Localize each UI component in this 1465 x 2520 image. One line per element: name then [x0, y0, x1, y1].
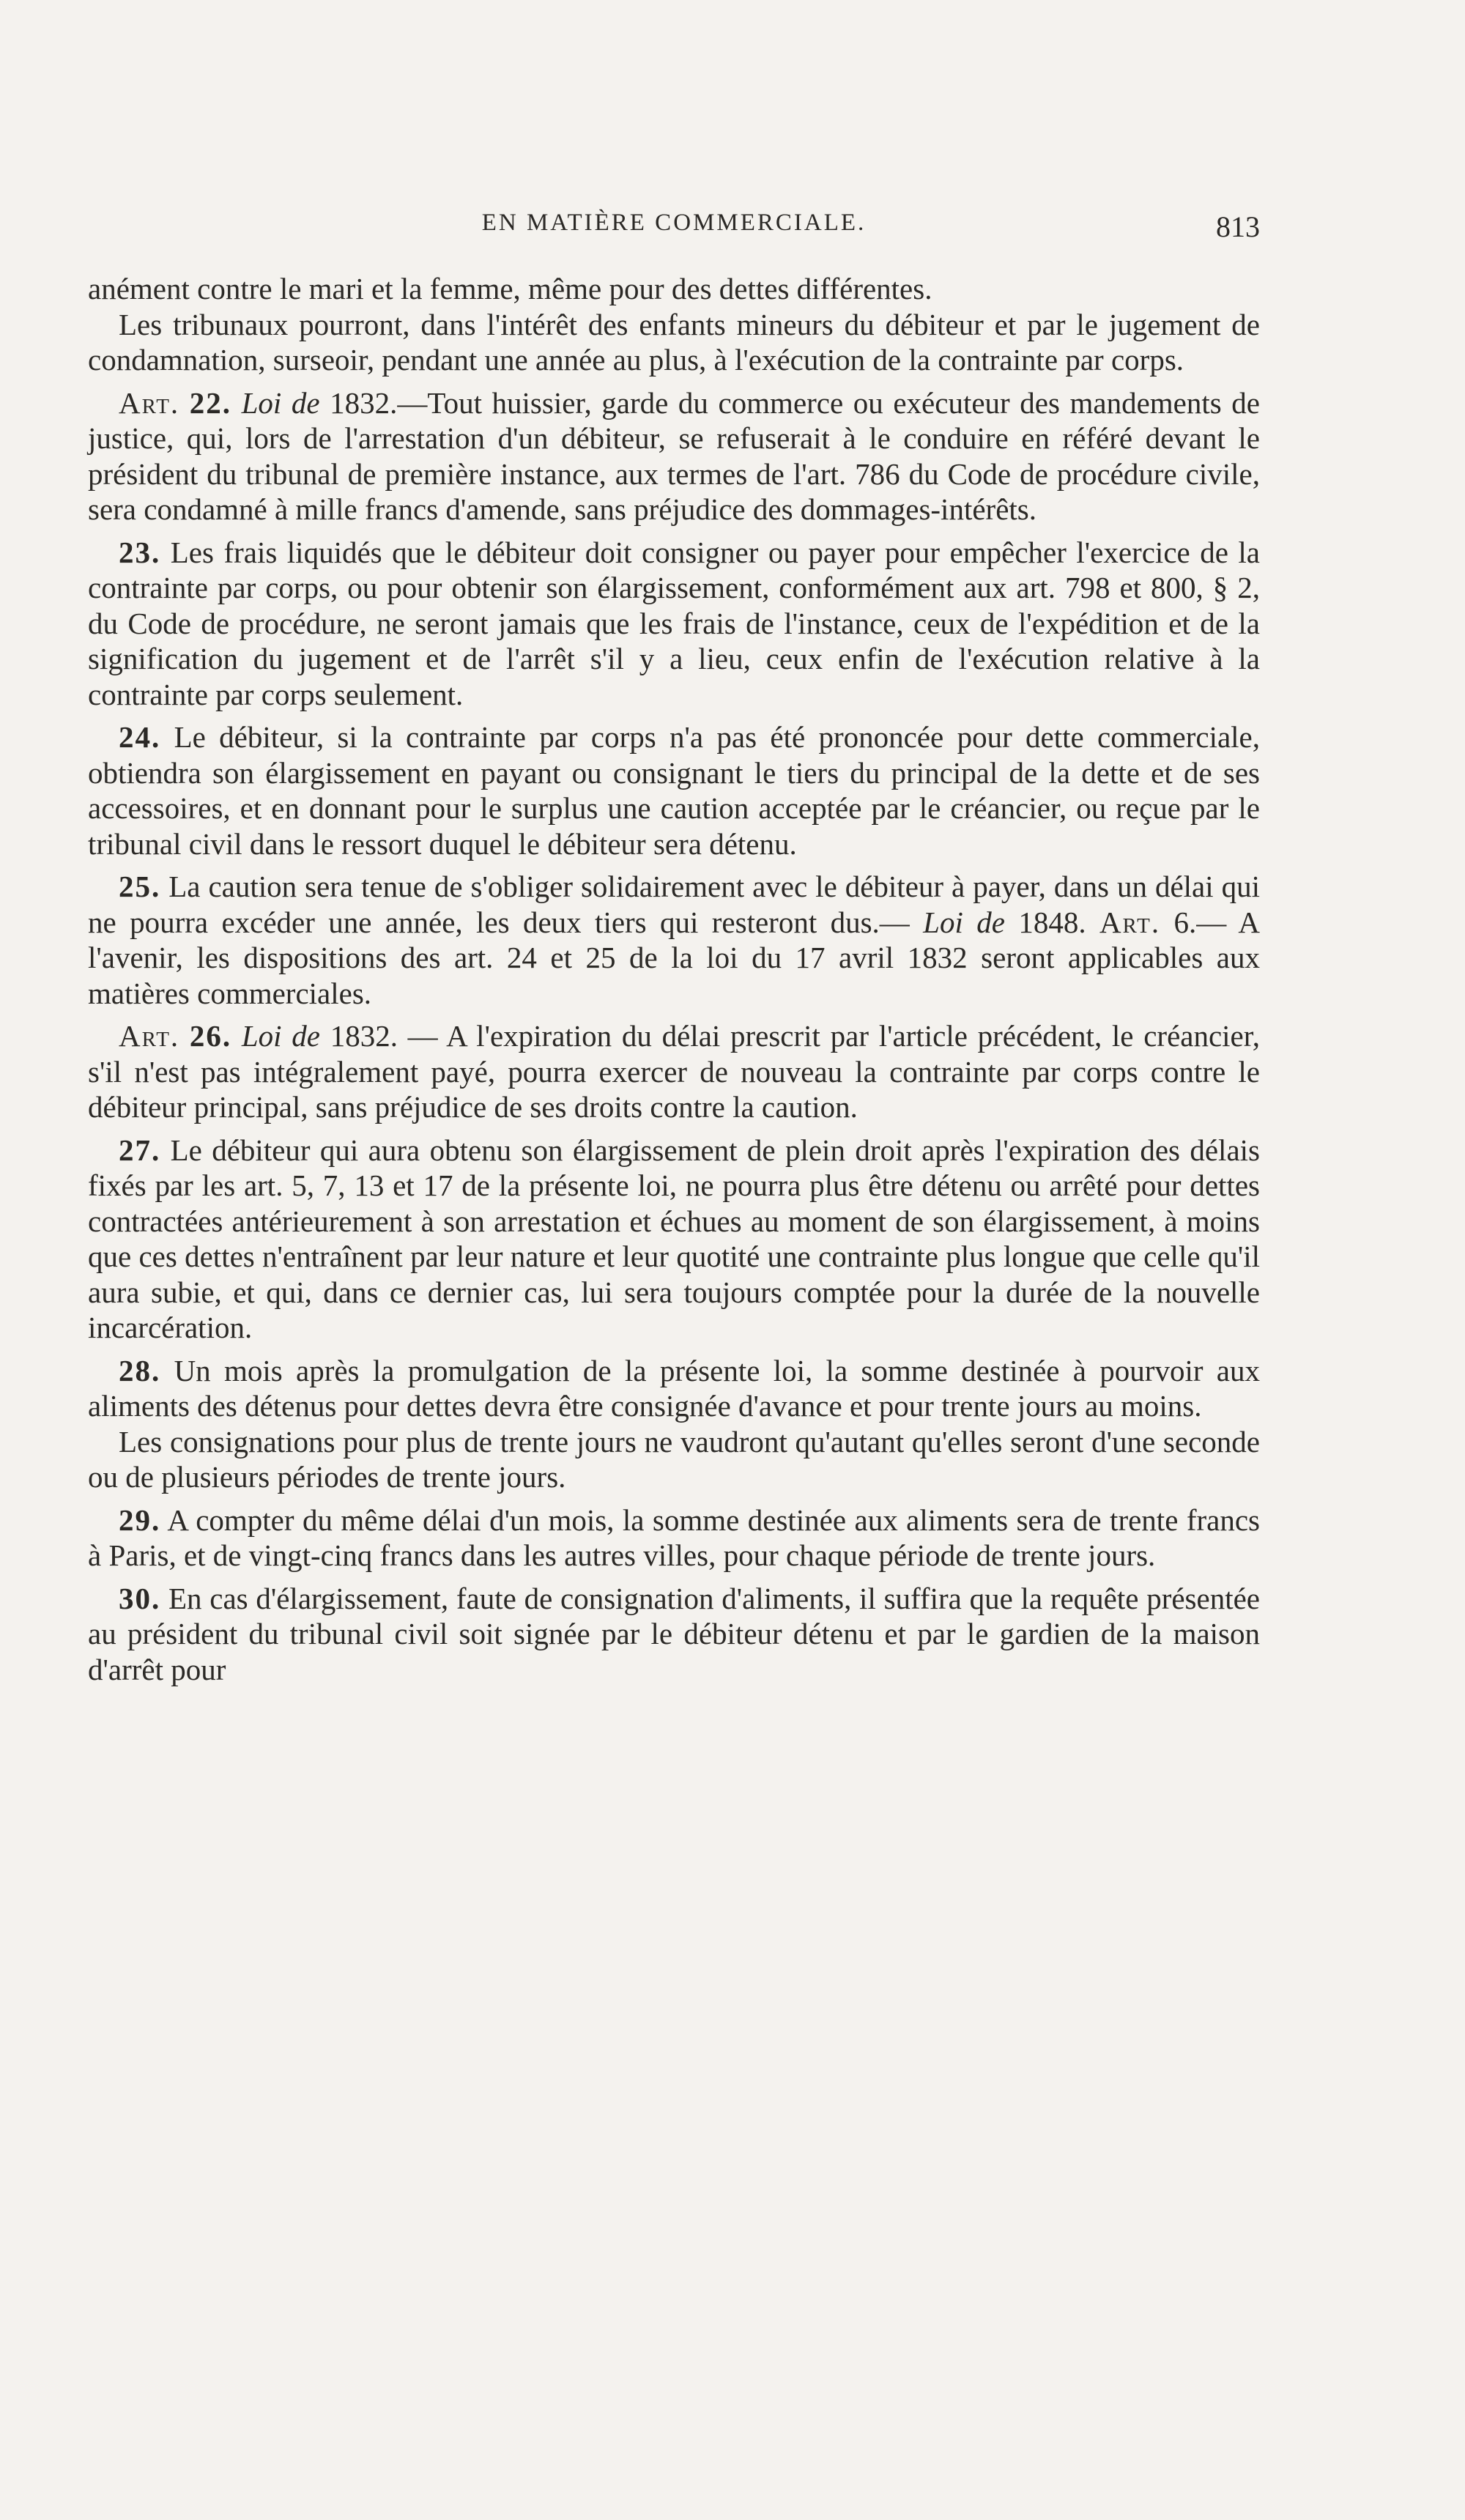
article-25: 25. La caution sera tenue de s'obliger solidairement avec le débiteur à payer, dans un délai qui ne pourra excéder une année, les deux tiers qui resteront dus.— Loi de 1848. Art. 6.— A l'avenir, les dispositions des art. 24 et 25 de la loi du 17 avril 1832 seront applicables aux matières commerciales. — [88, 870, 1261, 1010]
article-number: 24. — [119, 720, 161, 754]
law-label: Loi de — [241, 385, 320, 420]
article-number: 6. — [1173, 905, 1197, 939]
article-26: Art. 26. Loi de 1832. — A l'expiration du délai prescrit par l'article précédent, le créancier, s'il n'est pas intégralement payé, pourra exercer de nouveau la contrainte par corps contre le débiteur principal, sans préjudice de ses droits contre la caution. — [88, 1019, 1261, 1124]
paragraph-consignations: Les consignations pour plus de trente jours ne vaudront qu'autant qu'elles seront d'une seconde ou de plusieurs périodes de trente jours. — [88, 1424, 1260, 1494]
article-number: 25. — [119, 870, 161, 903]
article-number: 29. — [119, 1502, 161, 1537]
law-label: Loi de — [241, 1019, 320, 1053]
article-number: 22. — [189, 385, 232, 420]
article-number: 28. — [119, 1353, 161, 1387]
paragraph-continuation: anément contre le mari et la femme, même pour des dettes différentes. — [88, 272, 932, 305]
article-number: 26. — [189, 1019, 232, 1053]
page-number: 813 — [1216, 210, 1260, 243]
article-30: 30. En cas d'élargissement, faute de consignation d'aliments, il suffira que la requête présentée au président du tribunal civil soit signée par le débiteur détenu et par le gardien de la maison d'arrêt pour — [88, 1581, 1260, 1686]
article-24: 24. Le débiteur, si la contrainte par corps n'a pas été prononcée pour dette commerciale, obtiendra son élargissement en payant ou consignant le tiers du principal de la dette et de ses accessoires, et en donnant pour le surplus une caution acceptée par le créancier, ou reçue par le tribunal civil dans le ressort duquel le débiteur sera détenu. — [88, 720, 1260, 861]
law-year: 1832. — [330, 385, 398, 420]
paragraph-surseoir: Les tribunaux pourront, dans l'intérêt des enfants mineurs du débiteur et par le jugement de condamnation, surseoir, pendant une année au plus, à l'exécution de la contrainte par corps. — [88, 307, 1260, 377]
article-22: Art. 22. Loi de 1832.—Tout huissier, garde du commerce ou exécuteur des mandements de justice, qui, lors de l'arrestation d'un débiteur, se refuserait à le conduire en référé devant le président du tribunal de première instance, aux termes de l'art. 786 du Code de procédure civile, sera condamné à mille francs d'amende, sans préjudice des dommages-intérêts. — [88, 385, 1260, 526]
article-28: 28. Un mois après la promulgation de la présente loi, la somme destinée à pourvoir aux aliments des détenus pour dettes devra être consignée d'avance et pour trente jours au moins. — [88, 1353, 1261, 1423]
article-23: 23. Les frais liquidés que le débiteur doit consigner ou payer pour empêcher l'exercice de la contrainte par corps, ou pour obtenir son élargissement, conformément aux art. 798 et 800, § 2, du Code de procédure, ne seront jamais que les frais de l'instance, ceux de l'expédition et de la signification du jugement et de l'arrêt s'il y a lieu, ceux enfin de l'exécution relative à la contrainte par corps seulement. — [88, 535, 1260, 711]
article-number: 27. — [119, 1133, 161, 1167]
law-label: Loi de — [923, 905, 1005, 939]
article-label: Art. — [119, 1019, 180, 1053]
article-number: 23. — [119, 535, 161, 569]
page-header — [88, 210, 1260, 246]
article-label: Art. — [1099, 905, 1161, 939]
article-27: 27. Le débiteur qui aura obtenu son élargissement de plein droit après l'expiration des délais fixés par les art. 5, 7, 13 et 17 de la présente loi, ne pourra plus être détenu ou arrêté pour dettes contractées antérieurement à son arrestation et échues au moment de son élargissement, à moins que ces dettes n'entraînent par leur nature et leur quotité une contrainte plus longue que celle qu'il aura subie, et qui, dans ce dernier cas, lui sera toujours comptée pour la durée de la nouvelle incarcération. — [88, 1133, 1260, 1344]
article-label: Art. — [119, 385, 180, 420]
law-year: 1848. — [1018, 905, 1086, 939]
article-number: 30. — [119, 1581, 161, 1615]
body-text — [88, 271, 1260, 1687]
law-year: 1832. — [330, 1019, 398, 1053]
running-title: EN MATIÈRE COMMERCIALE. — [481, 210, 867, 236]
article-29: 29. A compter du même délai d'un mois, la somme destinée aux aliments sera de trente francs à Paris, et de vingt-cinq francs dans les autres villes, pour chaque période de trente jours. — [88, 1502, 1260, 1572]
